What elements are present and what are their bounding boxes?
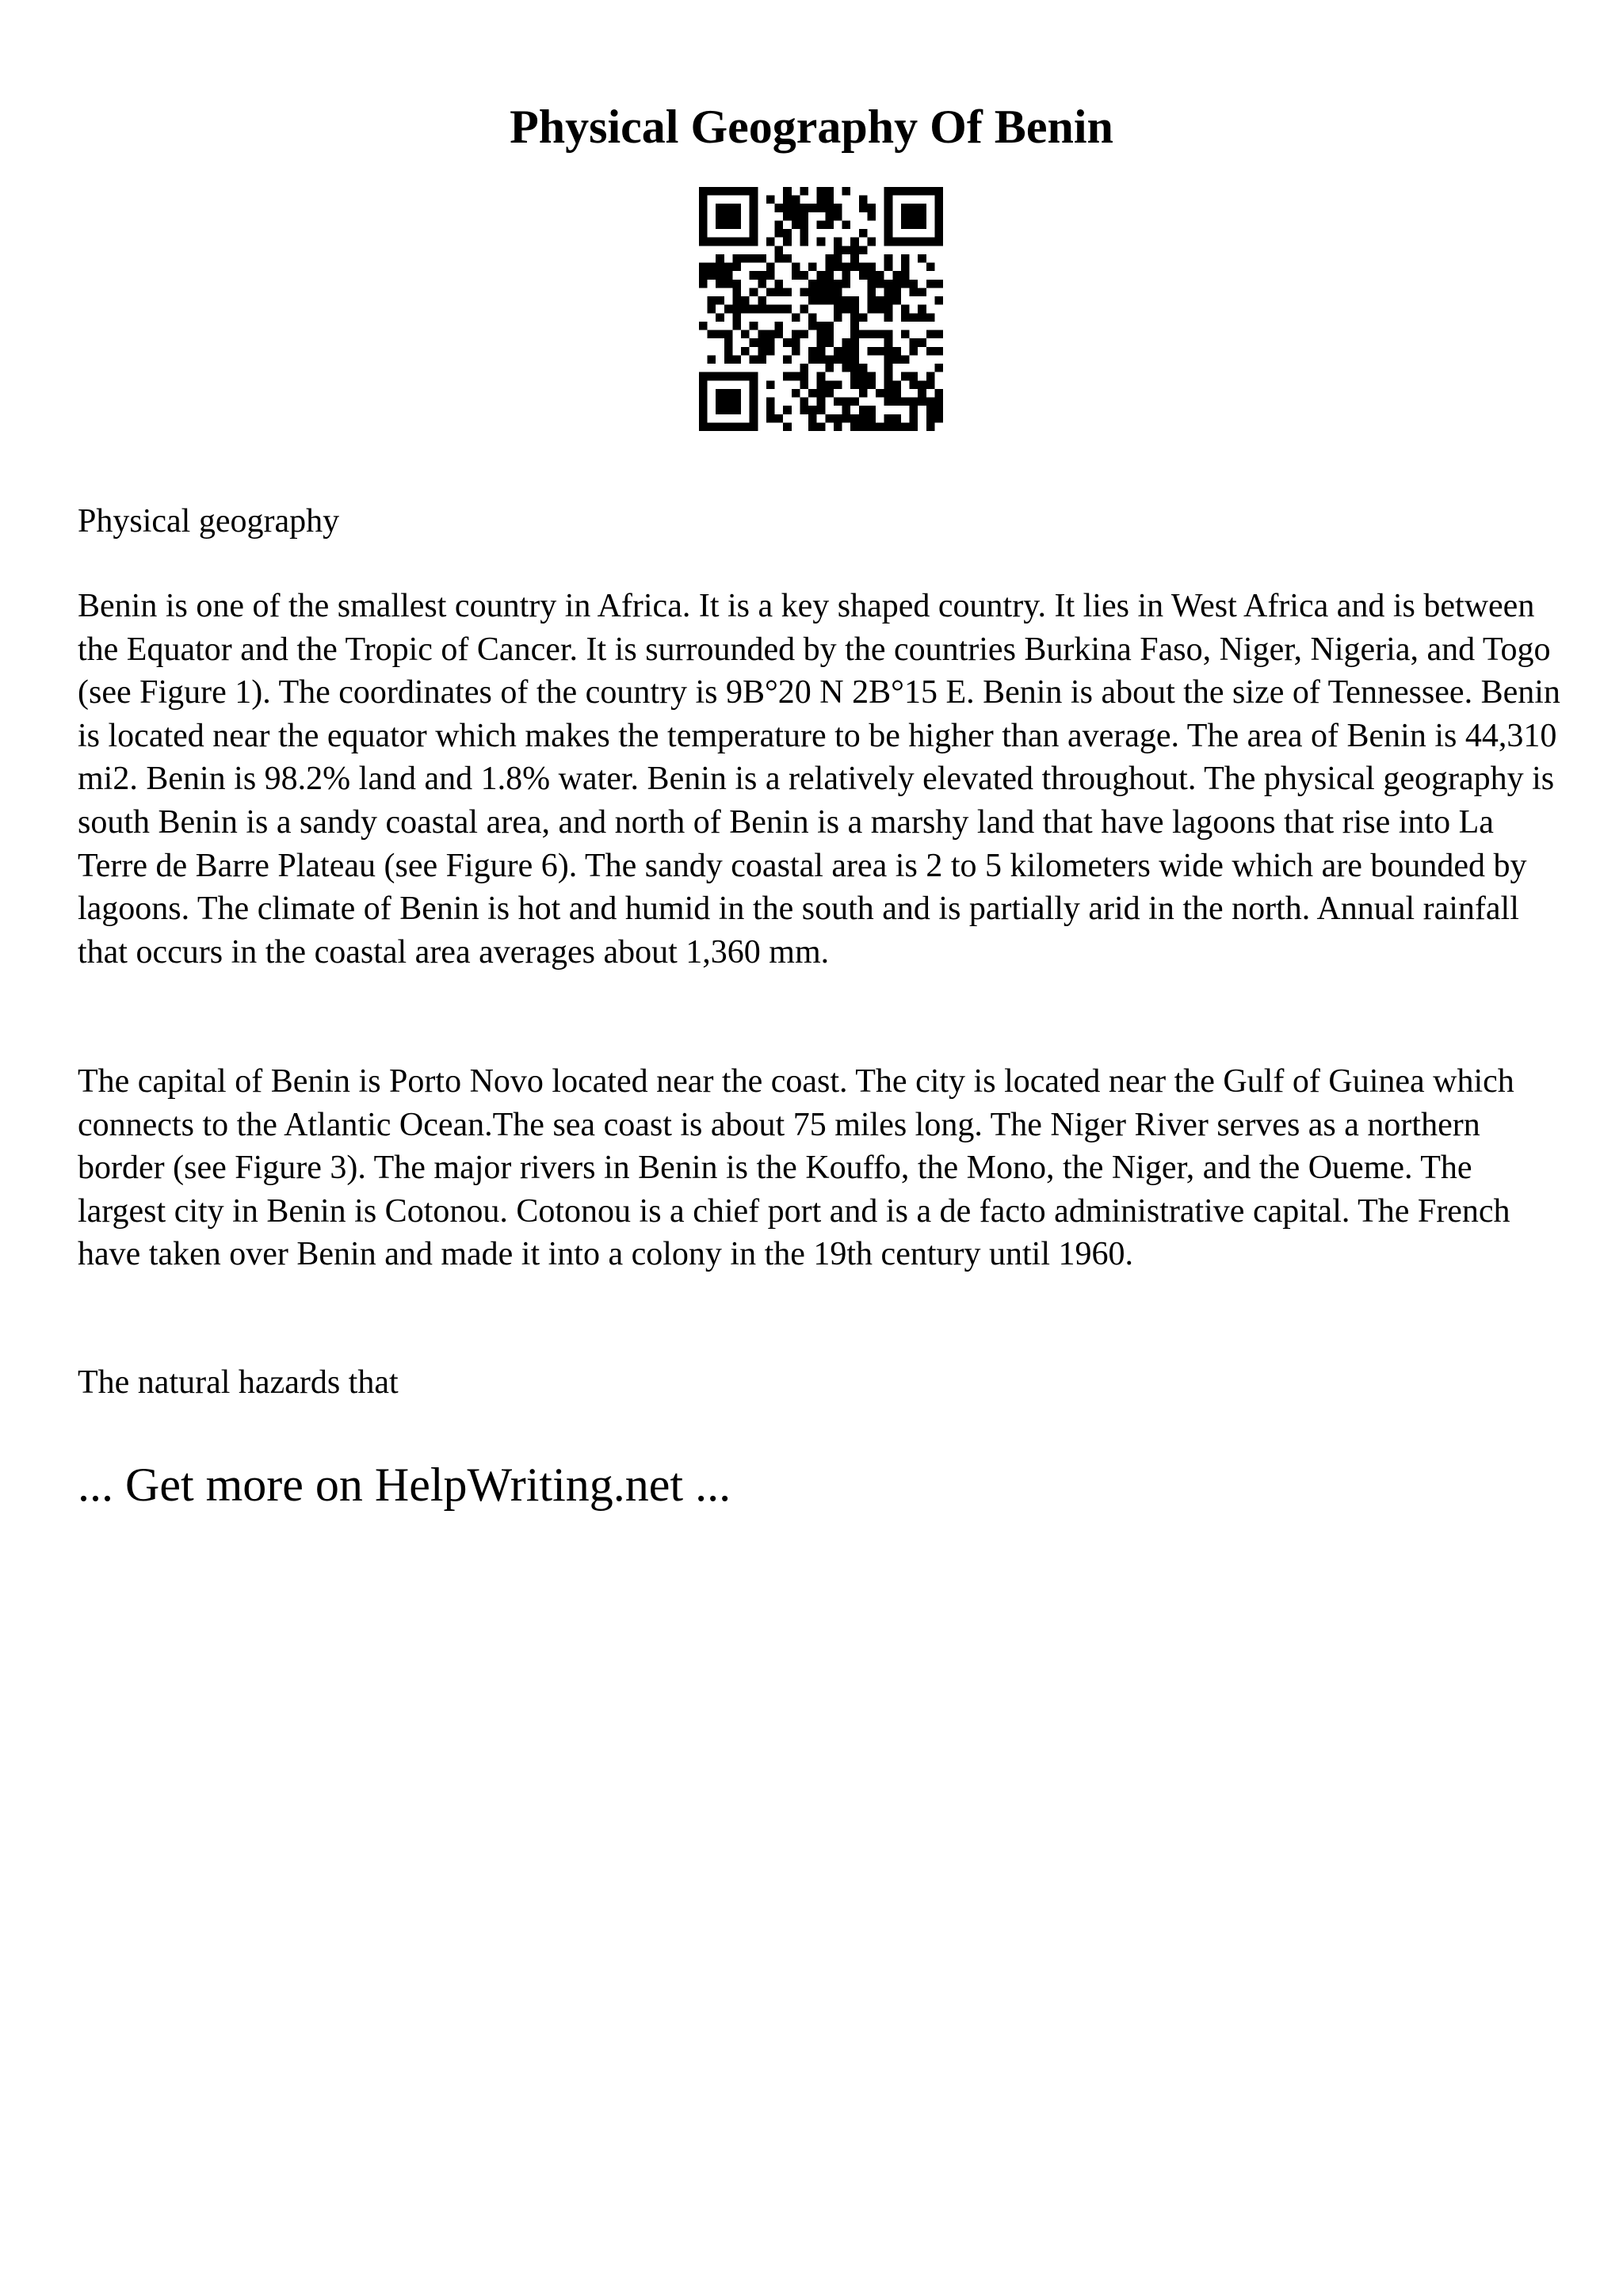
helpwriting-link[interactable]: ... Get more on HelpWriting.net ... <box>78 1459 731 1511</box>
paragraph-3: The natural hazards that <box>78 1364 399 1401</box>
section-heading: Physical geography <box>78 503 340 540</box>
paragraph-1: Benin is one of the smallest country in Africa. It is a key shaped country. It lies in West Africa and is between the Equator and the Tropic of Cancer. It is surrounded by the countries Burkina Faso, Niger, Nigeria, and Togo (see Figure 1). The coordinates of the country is 9B°20 N 2B°15 E. Benin is about the size of Tennessee. Benin is located near the equator which makes the temperature to be higher than average. The area of Benin is 44,310 mi2. Benin is 98.2% land and 1.8% water. Benin is a relatively elevated throughout. The physical geography is south Benin is a sandy coastal area, and north of Benin is a marshy land that have lagoons that rise into La Terre de Barre Plateau (see Figure 6). The sandy coastal area is 2 to 5 kilometers wide which are bounded by lagoons. The climate of Benin is hot and humid in the south and is partially arid in the north. Annual rainfall that occurs in the coastal area averages about 1,360 mm. <box>78 588 1560 971</box>
document-title: Physical Geography Of Benin <box>510 101 1113 153</box>
paragraph-2: The capital of Benin is Porto Novo located near the coast. The city is located near the Gulf of Guinea which connects to the Atlantic Ocean.The sea coast is about 75 miles long. The Niger River serves as a northern border (see Figure 3). The major rivers in Benin is the Kouffo, the Mono, the Niger, and the Oueme. The largest city in Benin is Cotonou. Cotonou is a chief port and is a de facto administrative capital. The French have taken over Benin and made it into a colony in the 19th century until 1960. <box>78 1063 1514 1273</box>
qr-code-icon <box>699 187 943 431</box>
